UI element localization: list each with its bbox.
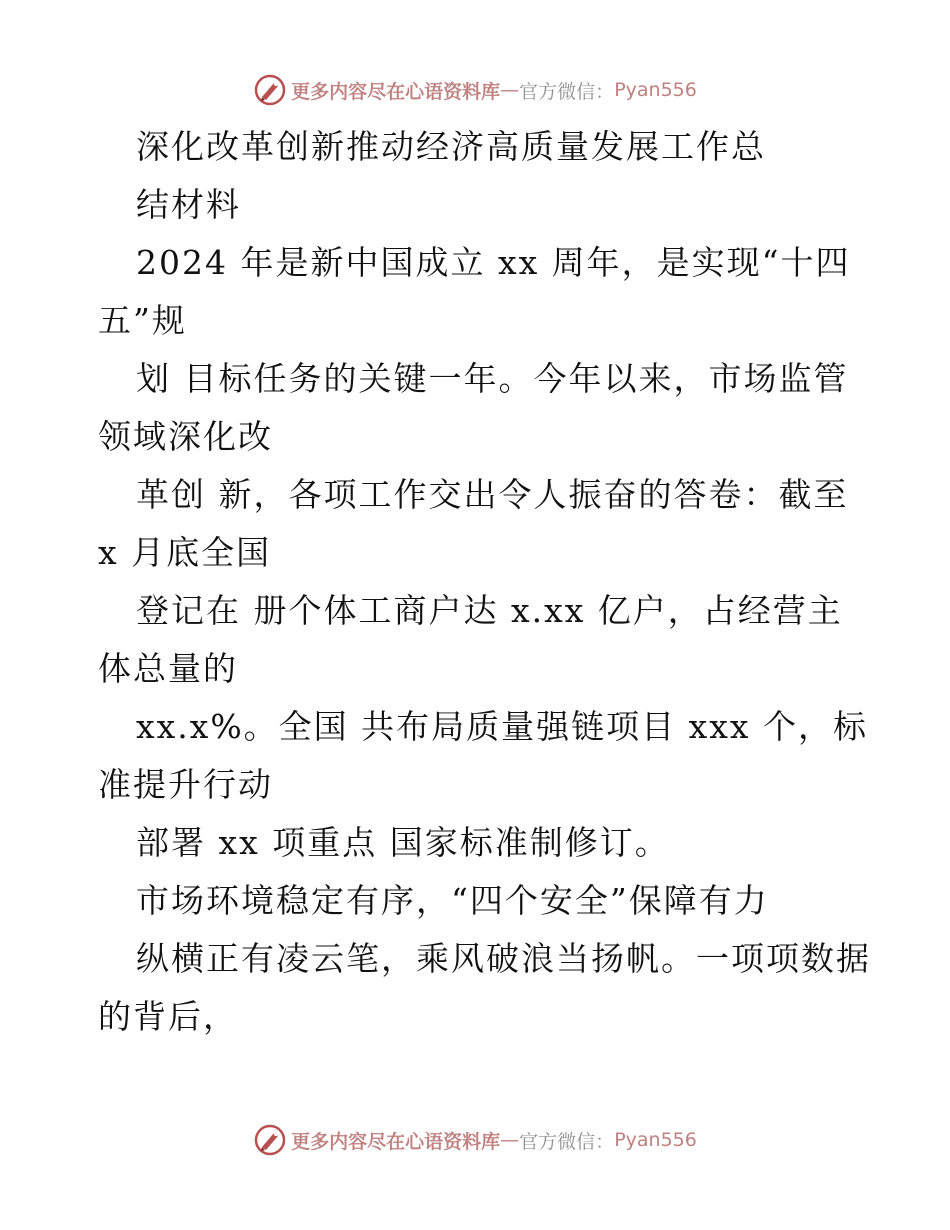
pen-logo-icon bbox=[253, 1123, 287, 1157]
document-line: 登记在 册个体工商户达 x.xx 亿户，占经营主 bbox=[136, 591, 843, 630]
document-line: 市场环境稳定有序，“四个安全”保障有力 bbox=[136, 881, 769, 920]
document-line: 体总量的 bbox=[98, 649, 238, 688]
header-watermark bbox=[0, 70, 950, 110]
document-line: 的背后， bbox=[98, 997, 238, 1036]
document-line: 领域深化改 bbox=[98, 417, 273, 456]
pen-logo-icon bbox=[253, 73, 287, 107]
watermark-wechat-id: Pyan556 bbox=[614, 1129, 697, 1151]
watermark-separator: — bbox=[500, 1129, 520, 1151]
document-line: xx.x%。全国 共布局质量强链项目 xxx 个，标 bbox=[136, 707, 868, 746]
document-line: 部署 xx 项重点 国家标准制修订。 bbox=[136, 823, 670, 862]
watermark-main-text: 更多内容尽在心语资料库 bbox=[291, 80, 501, 103]
document-line: 纵横正有凌云笔，乘风破浪当扬帆。一项项数据 bbox=[136, 939, 871, 978]
document-line: 五”规 bbox=[98, 301, 187, 340]
document-line: 准提升行动 bbox=[98, 765, 273, 804]
document-line: 革创 新，各项工作交出令人振奋的答卷：截至 bbox=[136, 475, 849, 514]
document-line: 深化改革创新推动经济高质量发展工作总 bbox=[136, 127, 766, 166]
watermark-wechat-id: Pyan556 bbox=[614, 79, 697, 101]
document-line: 划 目标任务的关键一年。今年以来，市场监管 bbox=[136, 359, 849, 398]
watermark-label: 官方微信： bbox=[519, 80, 615, 103]
watermark-main-text: 更多内容尽在心语资料库 bbox=[291, 1130, 501, 1153]
document-line: 结材料 bbox=[136, 185, 241, 224]
watermark-separator: — bbox=[500, 79, 520, 101]
document-line: 2024 年是新中国成立 xx 周年，是实现“十四 bbox=[136, 243, 851, 282]
document-body bbox=[98, 118, 871, 1046]
footer-watermark bbox=[0, 1120, 950, 1160]
watermark-label: 官方微信： bbox=[519, 1130, 615, 1153]
document-line: x 月底全国 bbox=[98, 533, 272, 572]
